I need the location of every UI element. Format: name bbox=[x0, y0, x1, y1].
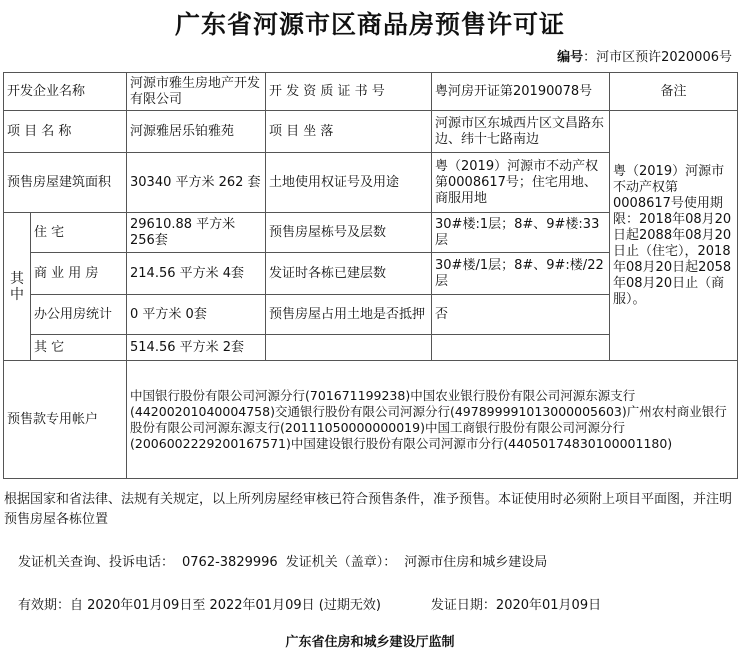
residential-value: 29610.88 平方米 256套 bbox=[127, 213, 266, 253]
land-cert-label: 土地使用权证号及用途 bbox=[266, 153, 432, 213]
commercial-label: 商 业 用 房 bbox=[31, 253, 127, 295]
project-row bbox=[4, 111, 738, 153]
number-value: ：河市区预许2020006号 bbox=[583, 50, 732, 65]
approval-statement: 根据国家和省法律、法规有关规定，以上所列房屋经审核已符合预售条件，准予预售。本证使用时必须附上项目平面图，并注明预售房屋各栋位置 bbox=[4, 492, 733, 527]
building-label: 预售房屋栋号及层数 bbox=[266, 213, 432, 253]
remark-label: 备注 bbox=[610, 73, 738, 111]
location-label: 项 目 坐 落 bbox=[266, 111, 432, 153]
accounts-label: 预售款专用帐户 bbox=[4, 361, 127, 479]
other-value: 514.56 平方米 2套 bbox=[127, 335, 266, 361]
office-value: 0 平方米 0套 bbox=[127, 295, 266, 335]
project-name-value: 河源雅居乐铂雅苑 bbox=[127, 111, 266, 153]
mortgage-value: 否 bbox=[432, 295, 610, 335]
accounts-row bbox=[4, 361, 738, 479]
certificate-number bbox=[557, 46, 732, 70]
project-name-label: 项 目 名 称 bbox=[4, 111, 127, 153]
land-cert-value: 粤（2019）河源市不动产权第0008617号；住宅用地、商服用地 bbox=[432, 153, 610, 213]
building-value: 30#楼:1层；8#、9#楼:33层 bbox=[432, 213, 610, 253]
built-floors-label: 发证时各栋已建层数 bbox=[266, 253, 432, 295]
built-floors-value: 30#楼/1层；8#、9#:楼/22层 bbox=[432, 253, 610, 295]
authority-label: 发证机关（盖章）： bbox=[285, 555, 397, 570]
empty-cell bbox=[266, 335, 432, 361]
permit-table bbox=[3, 72, 738, 479]
mortgage-label: 预售房屋占用土地是否抵押 bbox=[266, 295, 432, 335]
supervisor-footer: 广东省住房和城乡建设厅监制 bbox=[285, 635, 455, 650]
contact-line bbox=[18, 553, 736, 573]
developer-label: 开发企业名称 bbox=[4, 73, 127, 111]
area-label: 预售房屋建筑面积 bbox=[4, 153, 127, 213]
valid-value: 自 2020年01月09日至 2022年01月09日 (过期无效) bbox=[70, 598, 381, 613]
phone-value: 0762-3829996 bbox=[182, 555, 278, 570]
qualification-label: 开 发 资 质 证 书 号 bbox=[266, 73, 432, 111]
number-label: 编号 bbox=[557, 50, 584, 65]
office-label: 办公用房统计 bbox=[31, 295, 127, 335]
area-value: 30340 平方米 262 套 bbox=[127, 153, 266, 213]
location-value: 河源市区东城西片区文昌路东边、纬十七路南边 bbox=[432, 111, 610, 153]
commercial-value: 214.56 平方米 4套 bbox=[127, 253, 266, 295]
issue-value: 2020年01月09日 bbox=[495, 598, 602, 613]
phone-label: 发证机关查询、投诉电话： bbox=[18, 555, 175, 570]
among-label: 其 中 bbox=[4, 213, 31, 361]
developer-value: 河源市雅生房地产开发有限公司 bbox=[127, 73, 266, 111]
other-label: 其 它 bbox=[31, 335, 127, 361]
developer-row bbox=[4, 73, 738, 111]
issue-label: 发证日期： bbox=[430, 598, 496, 613]
validity-line bbox=[18, 596, 736, 616]
certificate-title: 广东省河源市区商品房预售许可证 bbox=[174, 10, 565, 39]
empty-cell bbox=[432, 335, 610, 361]
valid-label: 有效期： bbox=[18, 598, 71, 613]
authority-value: 河源市住房和城乡建设局 bbox=[404, 555, 548, 570]
qualification-value: 粤河房开证第20190078号 bbox=[432, 73, 610, 111]
accounts-value: 中国银行股份有限公司河源分行(701671199238)中国农业银行股份有限公司河源东源支行(44200201040004758)交通银行股份有限公司河源分行(497899991013000005603)广州农村商业银行股份有限公司河源东源支行(20111050000000019)中国工商银行股份有限公司河源分行(2006002229200167571)中国建设银行股份有限公司河源市分行(44050174830100001180) bbox=[127, 361, 738, 479]
residential-label: 住 宅 bbox=[31, 213, 127, 253]
remark-value: 粤（2019）河源市不动产权第0008617号使用期限：2018年08月20日起2088年08月20日止（住宅），2018年08月20日起2058年08月20日止（商服）。 bbox=[610, 111, 738, 361]
